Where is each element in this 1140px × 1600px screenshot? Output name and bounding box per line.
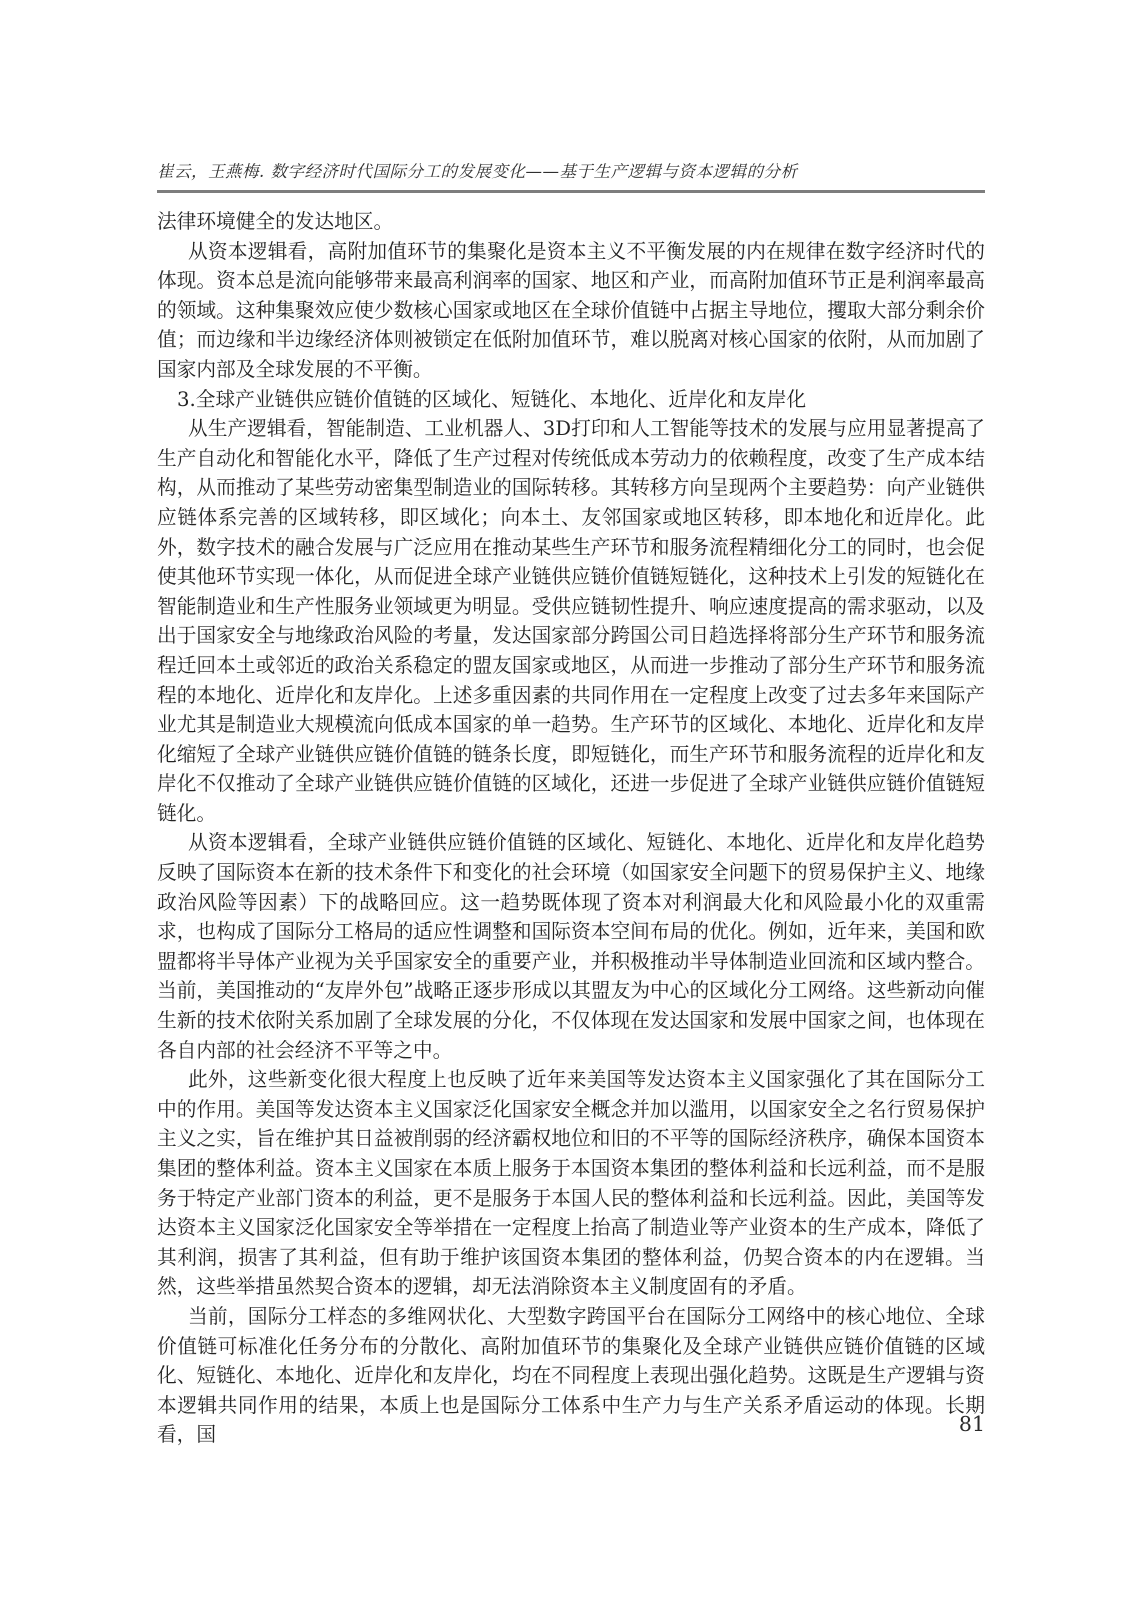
page-footer bbox=[157, 1410, 985, 1438]
paragraph-capital-logic-regionalization: 从资本逻辑看，全球产业链供应链价值链的区域化、短链化、本地化、近岸化和友岸化趋势反映了国际资本在新的技术条件下和变化的社会环境（如国家安全问题下的贸易保护主义、地缘政治风险等因素）下的战略回应。这一趋势既体现了资本对利润最大化和风险最小化的双重需求，也构成了国际分工格局的适应性调整和国际资本空间布局的优化。例如，近年来，美国和欧盟都将半导体产业视为关乎国家安全的重要产业，并积极推动半导体制造业回流和区域内整合。当前，美国推动的“友岸外包”战略正逐步形成以其盟友为中心的区域化分工网络。这些新动向催生新的技术依附关系加剧了全球发展的分化，不仅体现在发达国家和发展中国家之间，也体现在各自内部的社会经济不平等之中。 bbox=[157, 831, 985, 1062]
section-heading: 3.全球产业链供应链价值链的区域化、短链化、本地化、近岸化和友岸化 bbox=[177, 387, 807, 411]
paragraph-continuation: 法律环境健全的发达地区。 bbox=[157, 210, 394, 233]
paragraph-production-logic-regionalization: 从生产逻辑看，智能制造、工业机器人、3D打印和人工智能等技术的发展与应用显著提高了生产自动化和智能化水平，降低了生产过程对传统低成本劳动力的依赖程度，改变了生产成本结构，从而推动了某些劳动密集型制造业的国际转移。其转移方向呈现两个主要趋势：向产业链供应链体系完善的区域转移，即区域化；向本土、友邻国家或地区转移，即本地化和近岸化。此外，数字技术的融合发展与广泛应用在推动某些生产环节和服务流程精细化分工的同时，也会促使其他环节实现一体化，从而促进全球产业链供应链价值链短链化，这种技术上引发的短链化在智能制造业和生产性服务业领域更为明显。受供应链韧性提升、响应速度提高的需求驱动，以及出于国家安全与地缘政治风险的考量，发达国家部分跨国公司日趋选择将部分生产环节和服务流程迁回本土或邻近的政治关系稳定的盟友国家或地区，从而进一步推动了部分生产环节和服务流程的本地化、近岸化和友岸化。上述多重因素的共同作用在一定程度上改变了过去多年来国际产业尤其是制造业大规模流向低成本国家的单一趋势。生产环节的区域化、本地化、近岸化和友岸化缩短了全球产业链供应链价值链的链条长度，即短链化，而生产环节和服务流程的近岸化和友岸化不仅推动了全球产业链供应链价值链的区域化，还进一步促进了全球产业链供应链价值链短链化。 bbox=[157, 417, 985, 825]
paragraph-national-security-abuse: 此外，这些新变化很大程度上也反映了近年来美国等发达资本主义国家强化了其在国际分工中的作用。美国等发达资本主义国家泛化国家安全概念并加以滥用，以国家安全之名行贸易保护主义之实，旨在维护其日益被削弱的经济霸权地位和旧的不平等的国际经济秩序，确保本国资本集团的整体利益。资本主义国家在本质上服务于本国资本集团的整体利益和长远利益，而不是服务于特定产业部门资本的利益，更不是服务于本国人民的整体利益和长远利益。因此，美国等发达资本主义国家泛化国家安全等举措在一定程度上抬高了制造业等产业资本的生产成本，降低了其利润，损害了其利益，但有助于维护该国资本集团的整体利益，仍契合资本的内在逻辑。当然，这些举措虽然契合资本的逻辑，却无法消除资本主义制度固有的矛盾。 bbox=[157, 1068, 985, 1299]
header-rule bbox=[157, 190, 985, 193]
running-header bbox=[157, 161, 985, 183]
running-head-citation: 崔云，王燕梅. 数字经济时代国际分工的发展变化——基于生产逻辑与资本逻辑的分析 bbox=[157, 162, 798, 181]
paragraph-capital-logic-agglomeration: 从资本逻辑看，高附加值环节的集聚化是资本主义不平衡发展的内在规律在数字经济时代的体现。资本总是流向能够带来最高利润率的国家、地区和产业，而高附加值环节正是利润率最高的领域。这种集聚效应使少数核心国家或地区在全球价值链中占据主导地位，攫取大部分剩余价值；而边缘和半边缘经济体则被锁定在低附加值环节，难以脱离对核心国家的依附，从而加剧了国家内部及全球发展的不平衡。 bbox=[157, 239, 985, 381]
paragraph-summary-trends: 当前，国际分工样态的多维网状化、大型数字跨国平台在国际分工网络中的核心地位、全球价值链可标准化任务分布的分散化、高附加值环节的集聚化及全球产业链供应链价值链的区域化、短链化、本地化、近岸化和友岸化，均在不同程度上表现出强化趋势。这既是生产逻辑与资本逻辑共同作用的结果，本质上也是国际分工体系中生产力与生产关系矛盾运动的体现。长期看，国 bbox=[157, 1304, 985, 1447]
article-body bbox=[157, 207, 985, 1450]
page-number: 81 bbox=[958, 1412, 985, 1436]
